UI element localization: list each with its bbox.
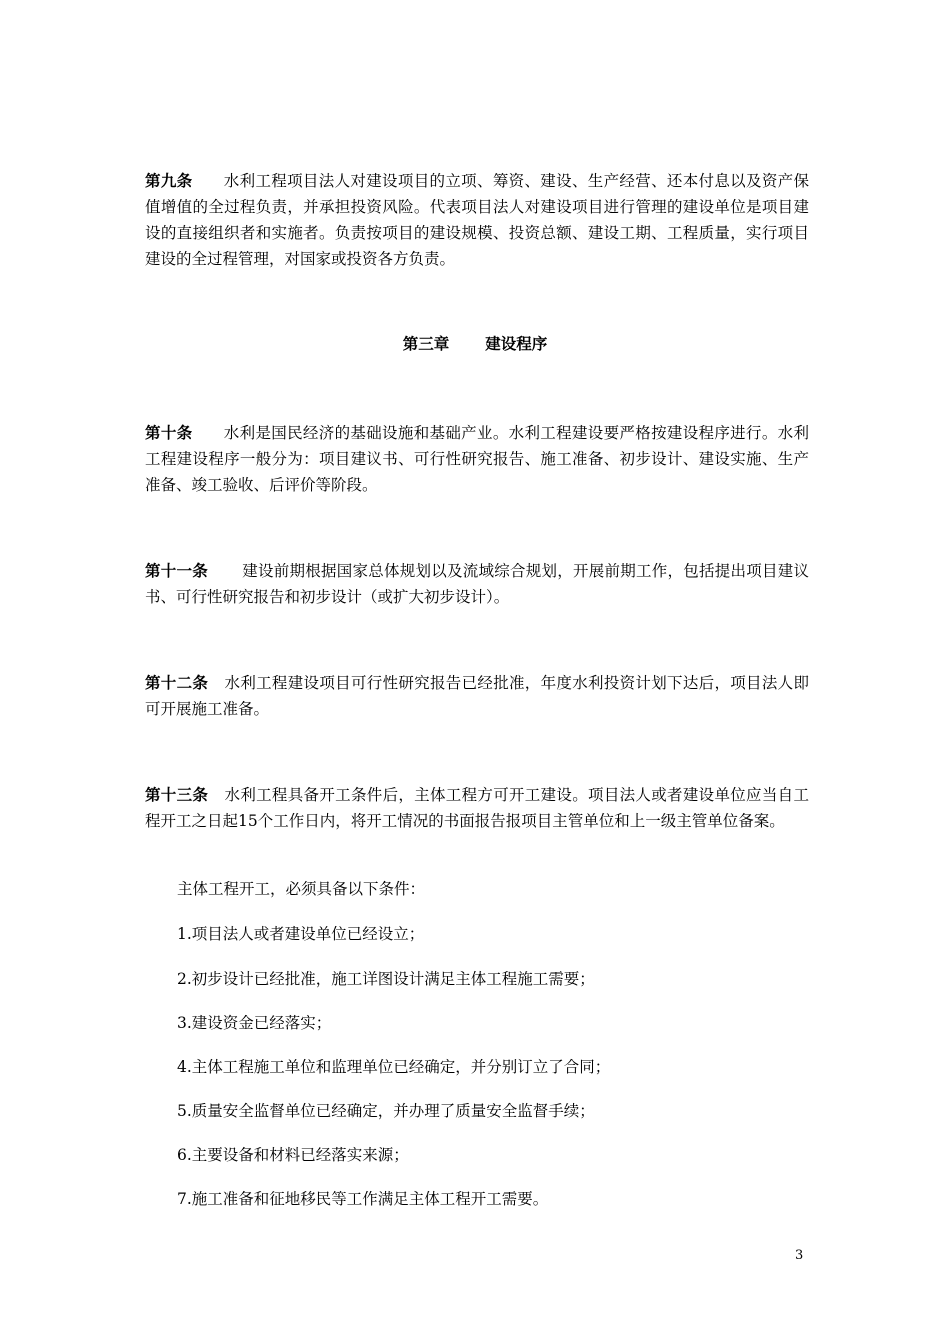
condition-item: 4.主体工程施工单位和监理单位已经确定，并分别订立了合同； <box>177 1058 611 1076</box>
condition-item: 1.项目法人或者建设单位已经设立； <box>177 925 425 943</box>
article-number: 第十一条 <box>145 562 208 580</box>
chapter-number: 第三章 <box>402 335 450 353</box>
article-12 <box>145 670 809 722</box>
article-11 <box>145 558 809 610</box>
condition-item: 6.主要设备和材料已经落实来源； <box>177 1146 409 1164</box>
article-text: 建设前期根据国家总体规划以及流域综合规划，开展前期工作，包括提出项目建议书、可行性研究报告和初步设计（或扩大初步设计）。 <box>145 562 809 606</box>
article-number: 第十三条 <box>145 786 209 804</box>
article-number: 第九条 <box>145 172 193 190</box>
chapter-title: 建设程序 <box>485 335 548 353</box>
article-9 <box>145 168 809 272</box>
condition-item: 2.初步设计已经批准，施工详图设计满足主体工程施工需要； <box>177 970 595 988</box>
article-text: 水利是国民经济的基础设施和基础产业。水利工程建设要严格按建设程序进行。水利工程建设程序一般分为：项目建议书、可行性研究报告、施工准备、初步设计、建设实施、生产准备、竣工验收、后评价等阶段。 <box>145 424 809 494</box>
condition-item: 7.施工准备和征地移民等工作满足主体工程开工需要。 <box>177 1190 549 1208</box>
article-13 <box>145 782 809 834</box>
article-text: 水利工程建设项目可行性研究报告已经批准，年度水利投资计划下达后，项目法人即可开展施工准备。 <box>145 674 809 718</box>
article-number: 第十条 <box>145 424 193 442</box>
condition-item: 5.质量安全监督单位已经确定，并办理了质量安全监督手续； <box>177 1102 595 1120</box>
article-10 <box>145 420 809 498</box>
conditions-intro: 主体工程开工，必须具备以下条件： <box>177 880 426 898</box>
chapter-heading <box>0 331 950 357</box>
article-text: 水利工程项目法人对建设项目的立项、筹资、建设、生产经营、还本付息以及资产保值增值的全过程负责，并承担投资风险。代表项目法人对建设项目进行管理的建设单位是项目建设的直接组织者和实施者。负责按项目的建设规模、投资总额、建设工期、工程质量，实行项目建设的全过程管理，对国家或投资各方负责。 <box>145 172 809 268</box>
article-text: 水利工程具备开工条件后，主体工程方可开工建设。项目法人或者建设单位应当自工程开工之日起15个工作日内，将开工情况的书面报告报项目主管单位和上一级主管单位备案。 <box>145 786 809 830</box>
page-number: 3 <box>795 1248 804 1263</box>
condition-item: 3.建设资金已经落实； <box>177 1014 332 1032</box>
article-number: 第十二条 <box>145 674 209 692</box>
